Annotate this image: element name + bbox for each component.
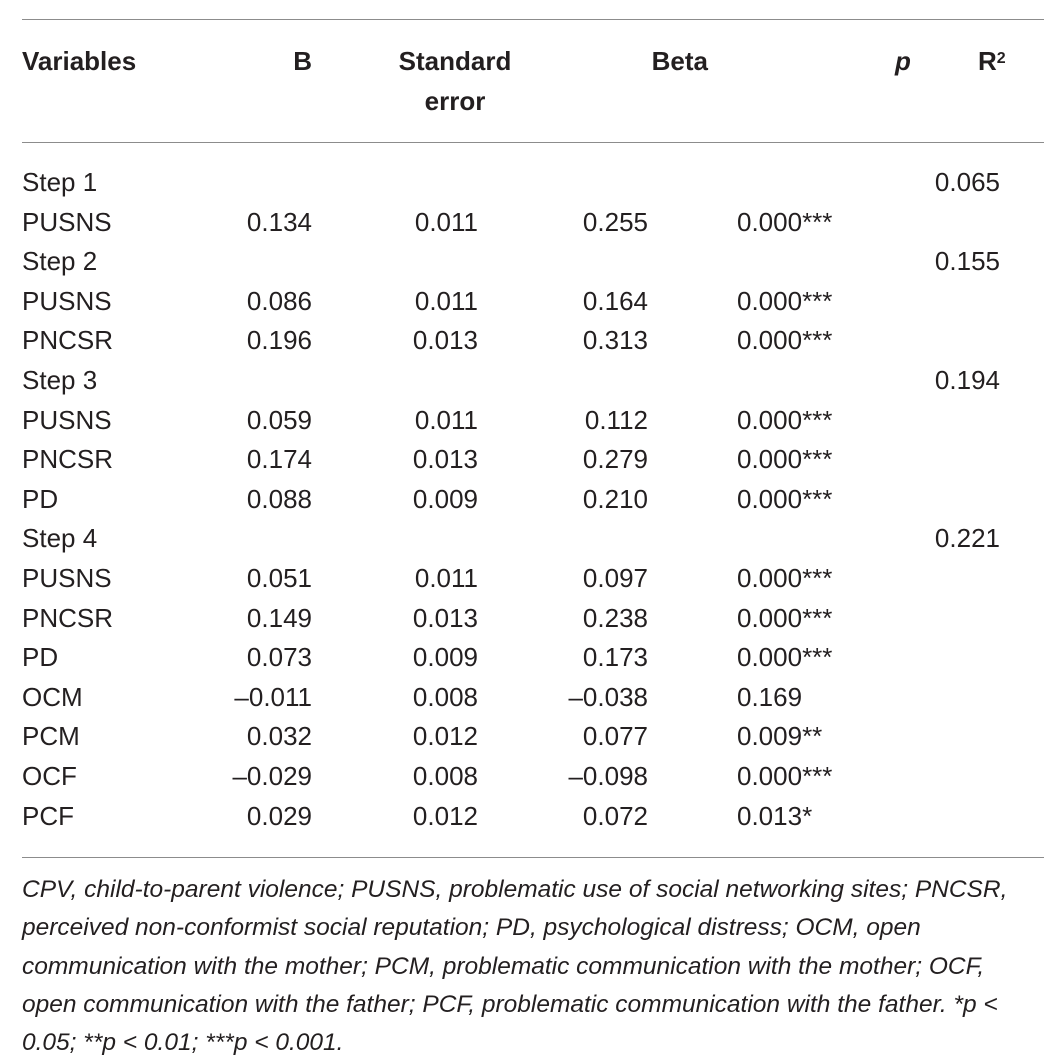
table-row xyxy=(22,321,1044,361)
cell-standard-error: 0.009 xyxy=(412,483,478,514)
cell-variable: PNCSR xyxy=(22,325,114,356)
table-row xyxy=(22,559,1044,599)
table-row xyxy=(22,282,1044,322)
cell-r2 xyxy=(798,401,1044,441)
cell-variable: PD xyxy=(22,642,59,673)
cell-p: 0.000*** xyxy=(737,642,833,673)
cell-standard-error: 0.011 xyxy=(414,404,478,435)
cell-p: 0.000*** xyxy=(737,602,833,633)
cell-r2 xyxy=(798,717,1044,757)
cell-p xyxy=(648,242,798,282)
table-row xyxy=(22,638,1044,678)
cell-r2 xyxy=(798,559,1044,599)
cell-b xyxy=(202,519,312,559)
cell-r2: 0.065 xyxy=(934,167,1000,197)
cell-standard-error: 0.009 xyxy=(412,642,478,673)
table-row xyxy=(22,519,1044,559)
cell-standard-error xyxy=(312,519,478,559)
cell-p: 0.000*** xyxy=(737,285,833,316)
table-body xyxy=(22,143,1044,857)
cell-b: 0.134 xyxy=(246,206,312,237)
cell-beta: 0.072 xyxy=(582,800,648,831)
header-beta: Beta xyxy=(651,46,708,76)
cell-b: 0.059 xyxy=(246,404,312,435)
cell-r2 xyxy=(798,797,1044,858)
cell-b: 0.029 xyxy=(246,800,312,831)
cell-standard-error: 0.013 xyxy=(412,444,478,475)
cell-beta: 0.112 xyxy=(584,404,648,435)
cell-beta: 0.255 xyxy=(582,206,648,237)
cell-variable: Step 3 xyxy=(22,364,98,395)
header-p: p xyxy=(895,46,911,76)
cell-beta: 0.313 xyxy=(582,325,648,356)
results-table-container xyxy=(22,0,1044,1063)
cell-variable: PUSNS xyxy=(22,562,112,593)
cell-p: 0.000*** xyxy=(737,562,833,593)
header-r2-base: R xyxy=(978,46,997,76)
cell-standard-error: 0.013 xyxy=(412,325,478,356)
cell-variable: PUSNS xyxy=(22,285,112,316)
table-row xyxy=(22,599,1044,639)
cell-beta: 0.210 xyxy=(582,483,648,514)
cell-standard-error: 0.011 xyxy=(414,562,478,593)
cell-beta: 0.097 xyxy=(582,562,648,593)
cell-p: 0.000*** xyxy=(737,760,833,791)
cell-b: –0.011 xyxy=(234,681,312,712)
cell-p: 0.169 xyxy=(737,681,803,712)
cell-p xyxy=(648,519,798,559)
cell-b xyxy=(202,361,312,401)
cell-variable: PNCSR xyxy=(22,444,114,475)
cell-beta xyxy=(478,143,648,203)
cell-standard-error: 0.008 xyxy=(412,760,478,791)
cell-r2 xyxy=(798,638,1044,678)
cell-variable: PNCSR xyxy=(22,602,114,633)
cell-variable: PCM xyxy=(22,721,80,752)
cell-beta: –0.098 xyxy=(568,760,648,791)
table-footnote: CPV, child-to-parent violence; PUSNS, problematic use of social networking sites; PNCSR, perceived non-conformist social reputation; PD, psychological distress; OCM, open communication with the mother; PCM, problematic communication with the mother; OCF, open communication with the father; PCF, problematic communication with the father. *p < 0.05; **p < 0.01; ***p < 0.001. xyxy=(22,876,1008,1057)
regression-table-body xyxy=(22,143,1044,857)
cell-r2: 0.221 xyxy=(934,523,1000,554)
table-row xyxy=(22,143,1044,203)
table-row xyxy=(22,717,1044,757)
table-row xyxy=(22,242,1044,282)
table-row xyxy=(22,361,1044,401)
cell-b xyxy=(202,143,312,203)
cell-p: 0.009** xyxy=(737,721,823,752)
cell-r2 xyxy=(798,678,1044,718)
cell-beta: 0.164 xyxy=(582,285,648,316)
cell-variable: PD xyxy=(22,483,59,514)
cell-b: 0.149 xyxy=(246,602,312,633)
cell-p xyxy=(648,143,798,203)
cell-b: 0.196 xyxy=(246,325,312,356)
cell-r2 xyxy=(798,321,1044,361)
cell-beta: 0.279 xyxy=(582,444,648,475)
cell-p: 0.000*** xyxy=(737,483,833,514)
cell-beta: –0.038 xyxy=(568,681,648,712)
cell-p: 0.000*** xyxy=(737,325,833,356)
header-b: B xyxy=(293,46,312,76)
cell-p: 0.013* xyxy=(737,800,813,831)
cell-beta: 0.077 xyxy=(582,721,648,752)
cell-r2: 0.194 xyxy=(934,364,1000,395)
table-row xyxy=(22,440,1044,480)
cell-standard-error: 0.012 xyxy=(412,721,478,752)
cell-r2: 0.155 xyxy=(934,246,1000,277)
cell-p: 0.000*** xyxy=(737,404,833,435)
cell-b xyxy=(202,242,312,282)
cell-b: 0.051 xyxy=(246,562,312,593)
header-variables: Variables xyxy=(22,46,137,76)
cell-r2 xyxy=(798,480,1044,520)
cell-b: 0.032 xyxy=(246,721,312,752)
cell-standard-error: 0.013 xyxy=(412,602,478,633)
cell-b: 0.088 xyxy=(246,483,312,514)
cell-p xyxy=(648,361,798,401)
table-row xyxy=(22,678,1044,718)
cell-standard-error xyxy=(312,361,478,401)
cell-p: 0.000*** xyxy=(737,444,833,475)
cell-standard-error: 0.008 xyxy=(412,681,478,712)
cell-standard-error: 0.011 xyxy=(414,206,478,237)
cell-p: 0.000*** xyxy=(737,206,833,237)
cell-b: 0.073 xyxy=(246,642,312,673)
cell-beta xyxy=(478,519,648,559)
cell-r2 xyxy=(798,599,1044,639)
table-row xyxy=(22,757,1044,797)
header-standard-error: Standard error xyxy=(398,46,512,116)
cell-beta: 0.238 xyxy=(582,602,648,633)
cell-b: –0.029 xyxy=(232,760,312,791)
cell-standard-error: 0.012 xyxy=(412,800,478,831)
cell-beta xyxy=(478,242,648,282)
table-row xyxy=(22,401,1044,441)
cell-variable: OCF xyxy=(22,760,77,791)
cell-standard-error: 0.011 xyxy=(414,285,478,316)
cell-b: 0.086 xyxy=(246,285,312,316)
table-row xyxy=(22,203,1044,243)
cell-variable: Step 2 xyxy=(22,246,98,277)
cell-standard-error xyxy=(312,242,478,282)
cell-variable: Step 1 xyxy=(22,167,98,197)
regression-table xyxy=(22,20,1044,142)
bottom-rule xyxy=(22,857,1044,858)
cell-variable: PUSNS xyxy=(22,206,112,237)
cell-variable: OCM xyxy=(22,681,83,712)
cell-r2 xyxy=(798,440,1044,480)
cell-r2 xyxy=(798,203,1044,243)
cell-beta: 0.173 xyxy=(582,642,648,673)
cell-r2 xyxy=(798,757,1044,797)
cell-variable: PCF xyxy=(22,800,74,831)
cell-beta xyxy=(478,361,648,401)
header-r2-superscript: 2 xyxy=(996,50,1006,67)
cell-variable: Step 4 xyxy=(22,523,98,554)
cell-variable: PUSNS xyxy=(22,404,112,435)
table-row xyxy=(22,480,1044,520)
cell-b: 0.174 xyxy=(246,444,312,475)
table-row xyxy=(22,797,1044,858)
cell-r2 xyxy=(798,282,1044,322)
header-r2 xyxy=(978,20,1044,142)
cell-standard-error xyxy=(312,143,478,203)
header-row xyxy=(22,20,1044,142)
